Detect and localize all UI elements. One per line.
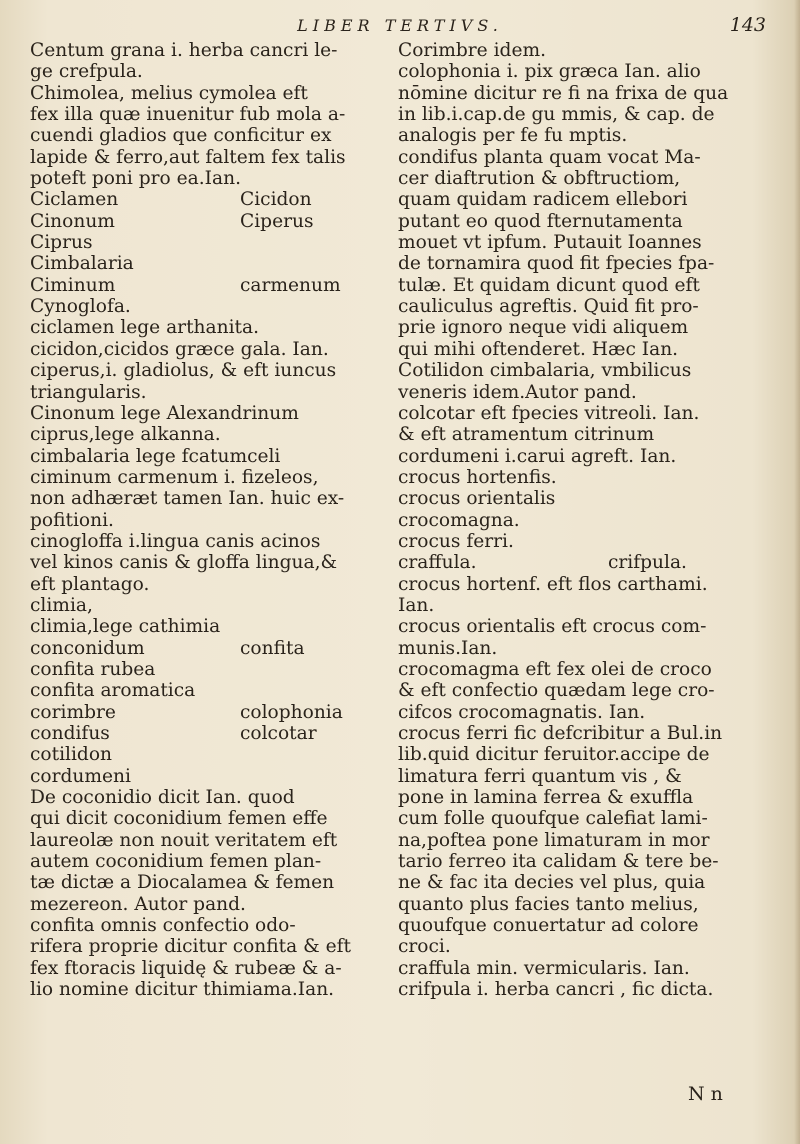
left-text-column xyxy=(30,40,382,1000)
text-line: ciminum carmenum i. fizeleos, xyxy=(30,466,319,488)
text-line: tæ dictæ a Diocalamea & femen xyxy=(30,872,335,894)
text-line: prie ignoro neque vidi aliquem xyxy=(398,317,689,339)
text-line xyxy=(30,638,382,659)
text-line: crocus orientalis xyxy=(398,488,556,510)
entry-term: Cicidon xyxy=(240,189,312,211)
text-line: cotilidon xyxy=(30,744,112,766)
running-title: LIBER TERTIVS. xyxy=(297,16,503,35)
text-line: confita aromatica xyxy=(30,680,196,702)
text-line: colophonia i. pix græca Ian. alio xyxy=(398,61,701,83)
text-line: Ian. xyxy=(398,594,435,616)
text-line: crocomagna. xyxy=(398,509,520,531)
text-line: nōmine dicitur re fi na frixa de qua xyxy=(398,82,729,104)
text-line: craffula min. vermicularis. Ian. xyxy=(398,957,690,979)
entry-term: colophonia xyxy=(240,701,343,723)
text-line: ne & fac ita decies vel plus, quia xyxy=(398,872,706,894)
text-line: putant eo quod fternutamenta xyxy=(398,210,683,232)
text-line: cifcos crocomagnatis. Ian. xyxy=(398,701,646,723)
entry-term: colcotar xyxy=(240,723,317,744)
text-line: non adhæræt tamen Ian. huic ex- xyxy=(30,488,345,510)
text-line: climia,lege cathimia xyxy=(30,616,221,638)
text-line: in lib.i.cap.de gu mmis, & cap. de xyxy=(398,104,715,126)
text-line: Cynoglofa. xyxy=(30,296,131,318)
entry-term: conconidum xyxy=(30,637,145,659)
text-line: Cimbalaria xyxy=(30,253,134,275)
text-line: crocus ferri. xyxy=(398,530,514,552)
entry-term: crifpula. xyxy=(608,552,687,574)
text-line: limatura ferri quantum vis , & xyxy=(398,765,682,787)
text-line: crocomagma eft fex olei de croco xyxy=(398,658,712,680)
running-head xyxy=(0,14,800,42)
text-line: rifera proprie dicitur confita & eft xyxy=(30,936,351,958)
text-line: cer diaftrution & obftructiom, xyxy=(398,168,681,190)
text-line: ciclamen lege arthanita. xyxy=(30,317,259,339)
text-line: & eft atramentum citrinum xyxy=(398,424,655,446)
text-line: & eft confectio quædam lege cro- xyxy=(398,680,715,702)
page-edge-shadow xyxy=(794,0,800,1144)
text-line: pofitioni. xyxy=(30,509,114,531)
text-line: cicidon,cicidos græce gala. Ian. xyxy=(30,338,329,360)
text-line: climia, xyxy=(30,594,93,616)
text-line: Chimolea, melius cymolea eft xyxy=(30,82,308,104)
right-text-column xyxy=(398,40,774,1000)
text-line: qui mihi oftenderet. Hæc Ian. xyxy=(398,338,679,360)
text-line: confita omnis confectio odo- xyxy=(30,915,296,937)
text-line: analogis per fe fu mptis. xyxy=(398,125,628,147)
text-line: vel kinos canis & gloffa lingua,& xyxy=(30,552,338,574)
text-line: quam quidam radicem ellebori xyxy=(398,189,688,211)
text-line: De coconidio dicit Ian. quod xyxy=(30,787,295,809)
text-line: poteft poni pro ea.Ian. xyxy=(30,168,241,190)
text-line: na,poftea pone limaturam in mor xyxy=(398,829,710,851)
text-line: fex illa quæ inuenitur fub mola a- xyxy=(30,104,346,126)
text-line: Cinonum lege Alexandrinum xyxy=(30,402,299,424)
text-line: confita rubea xyxy=(30,658,156,680)
text-line: cauliculus agreftis. Quid fit pro- xyxy=(398,296,699,318)
text-line: qui dicit coconidium femen effe xyxy=(30,808,328,830)
text-line: tulæ. Et quidam dicunt quod eft xyxy=(398,274,700,296)
text-line: munis.Ian. xyxy=(398,637,498,659)
text-line xyxy=(30,189,382,210)
text-line: fex ftoracis liquidę & rubeæ & a- xyxy=(30,957,342,979)
entry-term: Cinonum xyxy=(30,210,115,232)
text-line xyxy=(30,702,382,723)
text-line: lio nomine dicitur thimiama.Ian. xyxy=(30,979,335,1001)
text-line: triangularis. xyxy=(30,381,147,403)
text-line: Centum grana i. herba cancri le- xyxy=(30,40,338,61)
text-line: veneris idem.Autor pand. xyxy=(398,381,637,403)
entry-term: Ciclamen xyxy=(30,189,119,211)
text-line: Ciprus xyxy=(30,232,93,254)
text-line: quoufque conuertatur ad colore xyxy=(398,915,699,937)
entry-term: carmenum xyxy=(240,274,341,296)
text-line: pone in lamina ferrea & exuffla xyxy=(398,787,694,809)
text-line: crocus hortenf. eft flos carthami. xyxy=(398,573,708,595)
text-line: laureolæ non nouit veritatem eft xyxy=(30,829,338,851)
entry-term: craffula. xyxy=(398,552,477,574)
entry-term: Ciminum xyxy=(30,274,116,296)
text-line: crocus hortenfis. xyxy=(398,466,557,488)
text-line: colcotar eft fpecies vitreoli. Ian. xyxy=(398,402,700,424)
text-line: eft plantago. xyxy=(30,573,150,595)
text-line xyxy=(398,552,774,573)
text-line: ge crefpula. xyxy=(30,61,143,83)
text-line xyxy=(30,275,382,296)
text-line xyxy=(30,723,382,744)
text-line: lib.quid dicitur feruitor.accipe de xyxy=(398,744,710,766)
entry-term: confita xyxy=(240,637,305,659)
text-line: cinogloffa i.lingua canis acinos xyxy=(30,530,321,552)
text-line: cordumeni xyxy=(30,765,131,787)
text-line: Corimbre idem. xyxy=(398,40,546,61)
catchword: N n xyxy=(688,1083,723,1105)
text-line: ciperus,i. gladiolus, & eft iuncus xyxy=(30,360,337,382)
text-line: mouet vt ipfum. Putauit Ioannes xyxy=(398,232,702,254)
text-line: autem coconidium femen plan- xyxy=(30,851,322,873)
text-line: cum folle quoufque calefiat lami- xyxy=(398,808,708,830)
text-line: Cotilidon cimbalaria, vmbilicus xyxy=(398,360,692,382)
text-line: crifpula i. herba cancri , fic dicta. xyxy=(398,979,714,1001)
entry-term: corimbre xyxy=(30,701,116,723)
text-line: lapide & ferro,aut faltem fex talis xyxy=(30,146,346,168)
text-line: croci. xyxy=(398,936,451,958)
text-line: condifus planta quam vocat Ma- xyxy=(398,146,701,168)
entry-term: Ciperus xyxy=(240,210,314,232)
text-line: quanto plus facies tanto melius, xyxy=(398,893,699,915)
text-line: cimbalaria lege fcatumceli xyxy=(30,445,281,467)
text-line: cuendi gladios que conficitur ex xyxy=(30,125,332,147)
text-line: cordumeni i.carui agreft. Ian. xyxy=(398,445,677,467)
text-line: de tornamira quod fit fpecies fpa- xyxy=(398,253,715,275)
text-line: mezereon. Autor pand. xyxy=(30,893,246,915)
entry-term: condifus xyxy=(30,723,110,744)
text-line: crocus orientalis eft crocus com- xyxy=(398,616,707,638)
text-line xyxy=(30,211,382,232)
text-line: ciprus,lege alkanna. xyxy=(30,424,221,446)
text-line: crocus ferri fic defcribitur a Bul.in xyxy=(398,723,723,744)
page-number: 143 xyxy=(729,14,766,36)
text-line: tario ferreo ita calidam & tere be- xyxy=(398,851,719,873)
